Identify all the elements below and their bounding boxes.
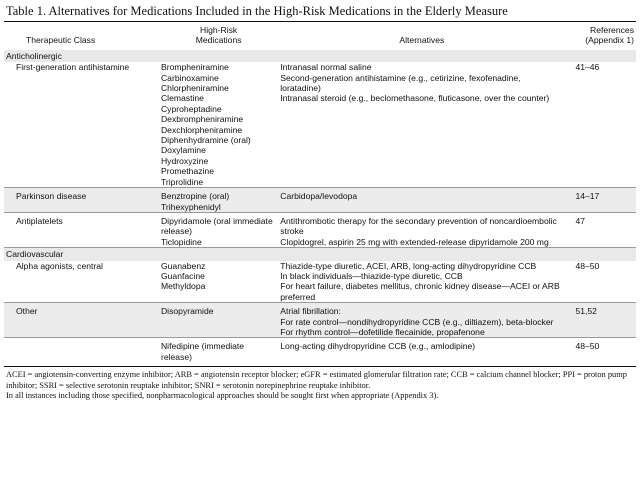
table-row <box>4 212 636 247</box>
medication-name: Doxylamine <box>160 145 206 156</box>
therapeutic-class-cell: First-generation antihistamine <box>16 62 130 73</box>
alternative-item: In black individuals—thiazide-type diuretic, CCB <box>280 270 463 281</box>
alternative-item: Intranasal steroid (e.g., beclomethasone, fluticasone, over the counter) <box>280 93 550 104</box>
references-cell: 47 <box>565 212 636 247</box>
references-cell: 14–17 <box>565 188 636 213</box>
medications-table <box>4 22 636 362</box>
medications-cell <box>159 261 278 303</box>
alternatives-cell <box>278 303 565 338</box>
alternative-item: Long-acting dihydropyridine CCB (e.g., amlodipine) <box>280 341 476 352</box>
alternative-item: Thiazide-type diuretic, ACEI, ARB, long-acting dihydropyridine CCB <box>280 260 537 271</box>
therapeutic-class-cell: Alpha agonists, central <box>16 260 103 271</box>
table-row <box>4 62 636 187</box>
table-row <box>4 188 636 213</box>
medication-name: Promethazine <box>160 166 214 177</box>
medication-name: Triprolidine <box>160 176 204 187</box>
medication-name: Hydroxyzine <box>160 155 209 166</box>
alternative-item: Carbidopa/levodopa <box>280 191 358 202</box>
therapeutic-class-cell: Parkinson disease <box>4 188 159 213</box>
table-document <box>4 4 636 402</box>
alternative-item: Atrial fibrillation: <box>280 306 341 317</box>
alternative-item: Second-generation antihistamine (e.g., cetirizine, fexofenadine, loratadine) <box>280 72 521 94</box>
medication-name: Guanfacine <box>160 270 205 281</box>
table-row <box>4 261 636 303</box>
category-row <box>4 50 636 62</box>
medications-cell <box>159 338 278 362</box>
medication-name: Cyproheptadine <box>160 103 222 114</box>
alternative-item: Intranasal normal saline <box>280 62 372 73</box>
medications-cell <box>159 62 278 187</box>
alternatives-cell <box>278 212 565 247</box>
references-cell: 51,52 <box>565 303 636 338</box>
category-name: Cardiovascular <box>4 248 636 261</box>
medication-name: Dexbrompheniramine <box>160 114 244 125</box>
alternatives-cell <box>278 188 565 213</box>
medication-name: Chlorpheniramine <box>160 83 229 94</box>
medication-name: Trihexyphenidyl <box>160 201 221 212</box>
alternative-item: Antithrombotic therapy for the secondary prevention of noncardioembolic stroke <box>280 215 557 237</box>
footnote-abbreviations: ACEI = angiotensin-converting enzyme inhibitor; ARB = angiotensin receptor blocker; eGFR = estimated glomerular filtration rate; CCB = calcium channel blocker; PPI = proton pump inhibitor; SSRI = selective serotonin reuptake inhibitor; SNRI = serotonin norepinephrine reuptake inhibitor. <box>6 370 627 390</box>
alternatives-cell <box>278 261 565 303</box>
alternative-item: Clopidogrel, aspirin 25 mg with extended-release dipyridamole 200 mg <box>280 236 549 247</box>
alternative-item: For heart failure, diabetes mellitus, chronic kidney disease—ACEI or ARB preferred <box>280 281 560 302</box>
therapeutic-class-cell <box>4 338 159 362</box>
header-alternatives: Alternatives <box>399 35 445 46</box>
references-cell: 48–50 <box>565 338 636 362</box>
medication-name: Guanabenz <box>160 260 206 271</box>
category-name: Anticholinergic <box>4 50 636 62</box>
header-high-risk-medications: High-Risk Medications <box>195 25 242 46</box>
medication-name: Clemastine <box>160 93 204 104</box>
footnotes <box>4 367 636 402</box>
references-cell: 48–50 <box>575 260 600 271</box>
medication-name: Diphenhydramine (oral) <box>160 135 251 146</box>
medications-cell <box>159 303 278 338</box>
header-therapeutic-class: Therapeutic Class <box>26 35 96 46</box>
references-cell: 41–46 <box>575 62 600 73</box>
medication-name: Disopyramide <box>160 306 214 317</box>
category-row <box>4 248 636 261</box>
therapeutic-class-cell: Antiplatelets <box>4 212 159 247</box>
table-title: Table 1. Alternatives for Medications Included in the High-Risk Medications in the Elderly Measure <box>6 4 508 18</box>
medication-name: Methyldopa <box>160 281 206 292</box>
medication-name: Nifedipine (immediate release) <box>160 341 245 362</box>
table-body <box>4 50 636 362</box>
alternative-item: For rate control—nondihydropyridine CCB (e.g., diltiazem), beta-blocker <box>280 316 554 327</box>
table-row <box>4 338 636 362</box>
table-row <box>4 303 636 338</box>
alternatives-cell <box>278 338 565 362</box>
medication-name: Benztropine (oral) <box>160 191 230 202</box>
medication-name: Brompheniramine <box>160 62 229 73</box>
header-references: References (Appendix 1) <box>585 25 634 46</box>
therapeutic-class-cell: Other <box>4 303 159 338</box>
medication-name: Dexchlorpheniramine <box>160 124 243 135</box>
footnote-nonpharmacological: In all instances including those specified, nonpharmacological approaches should be sought first when appropriate (Appendix 3). <box>6 391 439 401</box>
medication-name: Dipyridamole (oral immediate release) <box>160 215 273 237</box>
header-row <box>4 22 636 50</box>
medication-name: Carbinoxamine <box>160 72 219 83</box>
alternative-item: For rhythm control—dofetilide flecainide, propafenone <box>280 326 485 337</box>
medications-cell <box>159 188 278 213</box>
alternatives-cell <box>278 62 565 187</box>
medication-name: Ticlopidine <box>160 236 202 247</box>
medications-cell <box>159 212 278 247</box>
